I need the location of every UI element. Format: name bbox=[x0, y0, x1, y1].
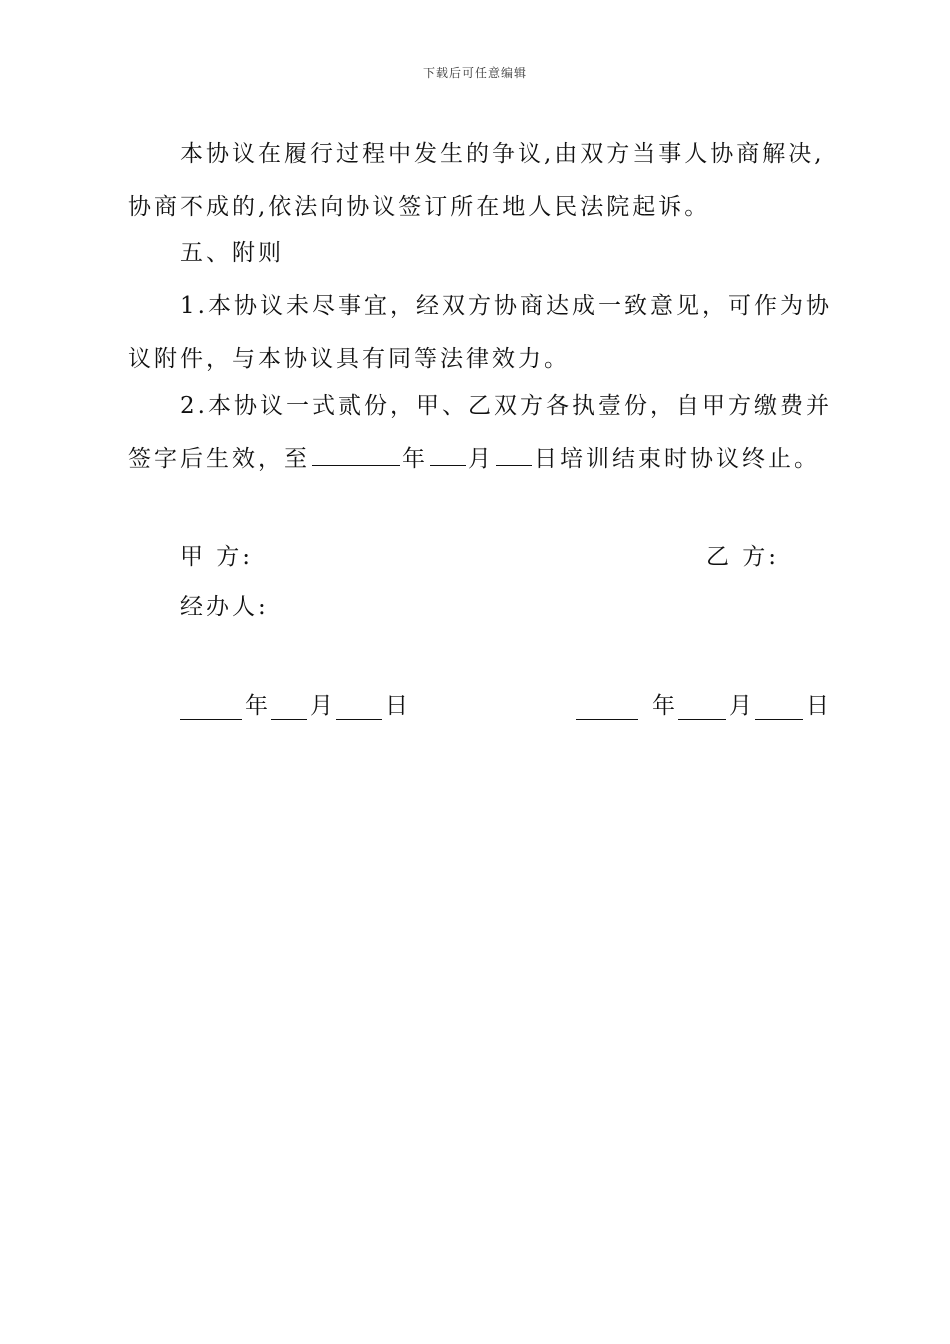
term-month-blank[interactable] bbox=[430, 443, 466, 466]
party-a-day-blank[interactable] bbox=[336, 699, 382, 720]
item2-line-2-end: 日培训结束时协议终止。 bbox=[534, 446, 820, 472]
dispute-clause bbox=[128, 128, 830, 234]
party-b-month-unit: 月 bbox=[729, 693, 752, 719]
supplementary-item-1 bbox=[128, 280, 830, 386]
header-note: 下载后可任意编辑 bbox=[422, 66, 527, 80]
party-a-year-blank[interactable] bbox=[180, 699, 242, 720]
party-b-date bbox=[576, 687, 832, 720]
section-heading bbox=[128, 227, 830, 280]
item1-line-1: 1.本协议未尽事宜，经双方协商达成一致意见，可作为协 bbox=[180, 293, 832, 319]
item2-line-1: 2.本协议一式贰份，甲、乙双方各执壹份，自甲方缴费并 bbox=[180, 393, 832, 419]
term-day-blank[interactable] bbox=[496, 443, 532, 466]
party-a-month-blank[interactable] bbox=[271, 699, 307, 720]
party-a-day-unit: 日 bbox=[385, 693, 408, 719]
item2-year-unit: 年 bbox=[402, 446, 428, 472]
party-b-year-unit: 年 bbox=[652, 693, 675, 719]
supplementary-item-2 bbox=[128, 380, 830, 486]
party-a-label: 甲 方: bbox=[180, 544, 254, 570]
party-a-month-unit: 月 bbox=[310, 693, 333, 719]
party-b-day-unit: 日 bbox=[806, 693, 829, 719]
dispute-line-2: 协商不成的,依法向协议签订所在地人民法院起诉。 bbox=[128, 194, 711, 220]
party-b-label: 乙 方: bbox=[706, 544, 780, 570]
party-b-day-blank[interactable] bbox=[755, 699, 803, 720]
party-b-year-blank[interactable] bbox=[576, 699, 638, 720]
item2-line-2-start: 签字后生效，至 bbox=[128, 446, 310, 472]
dispute-line-1: 本协议在履行过程中发生的争议,由双方当事人协商解决, bbox=[180, 141, 825, 167]
party-a-year-unit: 年 bbox=[245, 693, 268, 719]
item2-month-unit: 月 bbox=[468, 446, 494, 472]
term-year-blank[interactable] bbox=[312, 443, 400, 466]
section-heading-text: 五、附则 bbox=[180, 240, 284, 266]
item2-line-2 bbox=[128, 433, 830, 486]
item1-line-2: 议附件，与本协议具有同等法律效力。 bbox=[128, 346, 570, 372]
handler-label: 经办人: bbox=[180, 594, 269, 620]
party-b-month-blank[interactable] bbox=[678, 699, 726, 720]
party-a-date bbox=[180, 687, 411, 720]
